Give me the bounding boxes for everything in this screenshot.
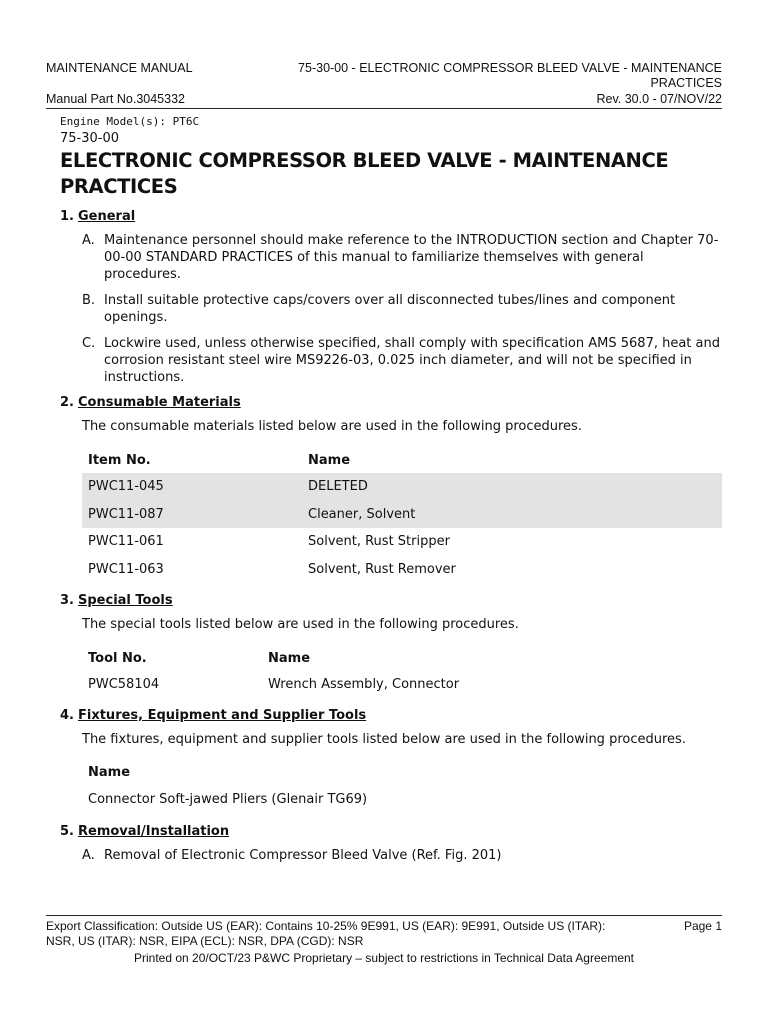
- section-removal-heading: [60, 823, 722, 841]
- tool-name: Wrench Assembly, Connector: [268, 677, 460, 693]
- fixtures-intro: The fixtures, equipment and supplier tools listed below are used in the following procedures.: [82, 731, 686, 747]
- section-general-heading: [60, 208, 722, 226]
- section-number: 3.: [60, 593, 74, 608]
- section-number: 5.: [60, 824, 74, 839]
- table-row: [82, 786, 722, 814]
- section-fixtures-heading: [60, 707, 722, 725]
- item-number: PWC11-087: [82, 501, 302, 529]
- section-consumables-heading: [60, 394, 722, 412]
- engine-model: Engine Model(s): PT6C: [60, 115, 200, 128]
- item-number: PWC11-061: [88, 534, 164, 550]
- general-item-c: [82, 335, 722, 386]
- item-letter: A.: [82, 233, 95, 248]
- item-text: Maintenance personnel should make reference to the INTRODUCTION section and Chapter 70-00-00 STANDARD PRACTICES of this manual to familiarize themselves with general procedures.: [104, 233, 719, 282]
- item-letter: C.: [82, 336, 96, 351]
- column-header-item-no: Item No.: [88, 452, 151, 468]
- chapter-title: 75-30-00 - ELECTRONIC COMPRESSOR BLEED VALVE - MAINTENANCE PRACTICES: [298, 61, 722, 90]
- table-header-row: [82, 447, 722, 473]
- column-header-name: Name: [308, 452, 351, 468]
- tool-number: PWC58104: [88, 677, 160, 693]
- page-number: Page 1: [683, 919, 722, 933]
- manual-part-number: Manual Part No.3045332: [46, 92, 185, 106]
- document-body: [60, 115, 722, 864]
- section-title: Removal/Installation: [78, 824, 230, 839]
- item-letter: B.: [82, 293, 96, 308]
- section-title: Consumable Materials: [78, 395, 241, 410]
- column-header-name: Name: [88, 765, 131, 780]
- column-header-tool-no: Tool No.: [88, 650, 147, 666]
- item-name: Solvent, Rust Remover: [308, 561, 456, 577]
- consumables-table: [82, 447, 722, 583]
- section-title: Special Tools: [78, 593, 173, 608]
- table-header-row: [82, 645, 722, 671]
- chapter-code: 75-30-00: [60, 131, 120, 146]
- section-number: 2.: [60, 395, 74, 410]
- page-footer: [46, 919, 722, 966]
- manual-title: MAINTENANCE MANUAL: [46, 61, 193, 75]
- printed-notice: Printed on 20/OCT/23 P&WC Proprietary – subject to restrictions in Technical Data Agreement: [133, 951, 634, 965]
- table-row: [82, 671, 722, 699]
- header-divider: [46, 108, 722, 109]
- consumables-intro: The consumable materials listed below are used in the following procedures.: [82, 419, 582, 434]
- item-name: Cleaner, Solvent: [302, 501, 722, 529]
- table-row: [82, 501, 722, 529]
- section-title: Fixtures, Equipment and Supplier Tools: [78, 707, 367, 723]
- page-title: ELECTRONIC COMPRESSOR BLEED VALVE - MAINTENANCE PRACTICES: [60, 149, 669, 198]
- table-row: [82, 473, 722, 501]
- item-text: Lockwire used, unless otherwise specified, shall comply with specification AMS 5687, heat and corrosion resistant steel wire MS9226-03, 0.025 inch diameter, and will not be specified in instructions.: [104, 336, 720, 385]
- running-header: [46, 61, 722, 91]
- table-header-row: [82, 760, 722, 786]
- tools-intro: The special tools listed below are used in the following procedures.: [82, 617, 519, 632]
- fixtures-table: [82, 760, 722, 814]
- section-tools-heading: [60, 592, 722, 610]
- item-text: Install suitable protective caps/covers over all disconnected tubes/lines and component openings.: [104, 293, 676, 325]
- section-number: 1.: [60, 209, 74, 224]
- export-classification: Export Classification: Outside US (EAR): Contains 10-25% 9E991, US (EAR): 9E991, Outside US (ITAR): NSR, US (ITAR): NSR, EIPA (ECL): NSR, DPA (CGD): NSR: [46, 919, 606, 948]
- section-title: General: [78, 209, 136, 224]
- item-number: PWC11-063: [88, 561, 164, 577]
- item-name: Solvent, Rust Stripper: [308, 534, 450, 550]
- general-item-a: [82, 232, 722, 283]
- fixture-name: Connector Soft-jawed Pliers (Glenair TG69): [88, 791, 368, 807]
- item-text: Removal of Electronic Compressor Bleed Valve (Ref. Fig. 201): [104, 848, 502, 863]
- section-number: 4.: [60, 707, 74, 723]
- item-letter: A.: [82, 848, 95, 863]
- item-number: PWC11-045: [82, 473, 302, 501]
- column-header-name: Name: [268, 650, 311, 666]
- footer-divider: [46, 915, 722, 916]
- general-item-b: [82, 292, 722, 326]
- revision: Rev. 30.0 - 07/NOV/22: [596, 92, 722, 106]
- table-row: [82, 556, 722, 584]
- item-name: DELETED: [302, 473, 722, 501]
- tools-table: [82, 645, 722, 699]
- removal-item-a: [82, 847, 722, 864]
- table-row: [82, 528, 722, 556]
